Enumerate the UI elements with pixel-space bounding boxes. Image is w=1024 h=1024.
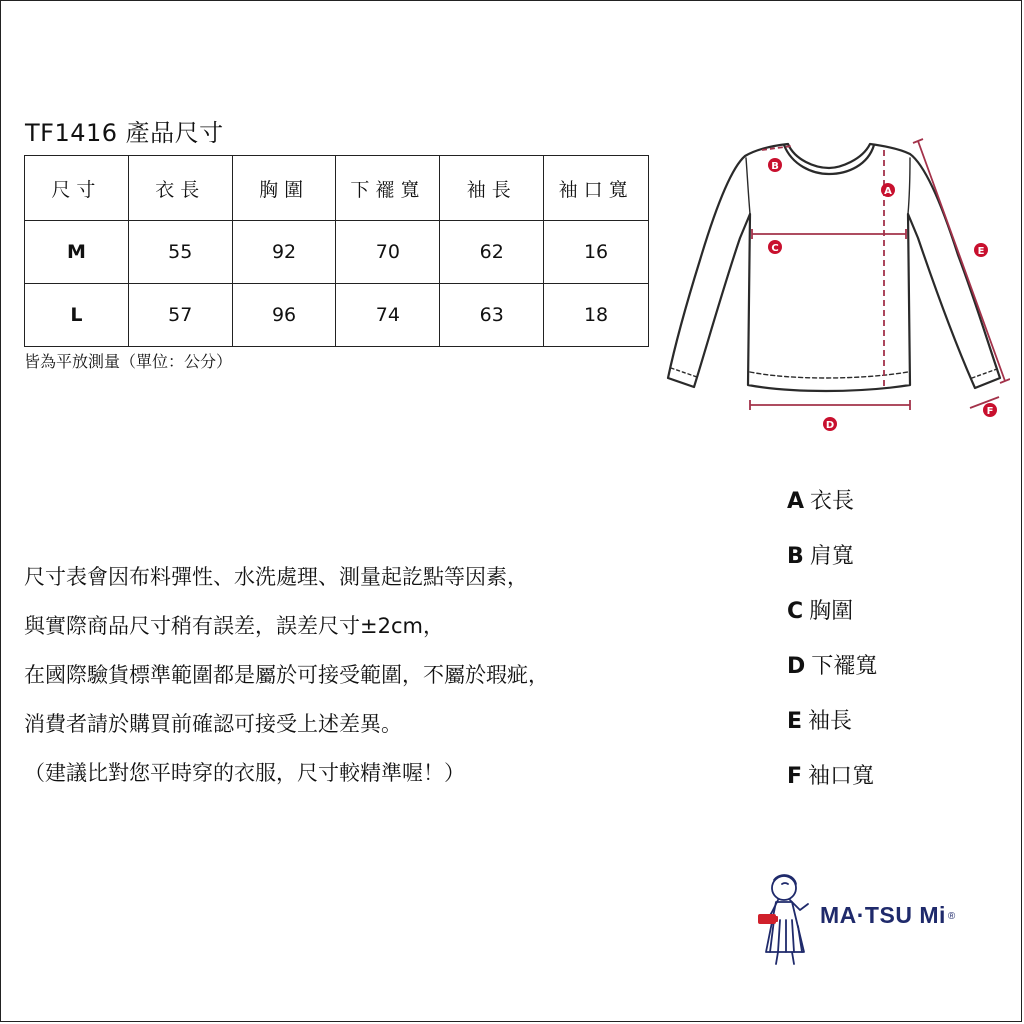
legend-item — [787, 539, 877, 594]
svg-text:F: F — [986, 406, 994, 417]
brand-logo — [820, 902, 956, 929]
svg-text:B: B — [771, 161, 779, 172]
brand-name-text: MA·TSU Mi — [820, 902, 946, 928]
marker-a — [881, 183, 895, 197]
size-table — [24, 155, 649, 347]
marker-f — [983, 403, 997, 417]
header-length: 衣長 — [128, 156, 232, 221]
header-chest: 胸圍 — [232, 156, 336, 221]
table-cell: 70 — [336, 221, 440, 284]
legend-label: 袖口寬 — [808, 764, 875, 789]
legend-key: B — [787, 544, 804, 569]
table-cell: 16 — [544, 221, 649, 284]
header-sleeve-length: 袖長 — [440, 156, 544, 221]
marker-b — [768, 158, 782, 172]
header-hem: 下襬寬 — [336, 156, 440, 221]
marker-c — [768, 240, 782, 254]
legend-key: D — [787, 654, 806, 679]
legend-key: C — [787, 599, 804, 624]
table-cell: 62 — [440, 221, 544, 284]
legend-item — [787, 759, 877, 814]
table-cell: 57 — [128, 284, 232, 347]
legend-label: 下襬寬 — [811, 654, 878, 679]
page-title: TF1416 產品尺寸 — [25, 119, 224, 147]
legend-item — [787, 484, 877, 539]
brand-mascot-icon — [752, 870, 818, 966]
table-cell: 74 — [336, 284, 440, 347]
table-cell: 96 — [232, 284, 336, 347]
header-cuff: 袖口寬 — [544, 156, 649, 221]
marker-e — [974, 243, 988, 257]
svg-text:E: E — [977, 246, 985, 257]
table-row — [25, 221, 649, 284]
row-size-label: M — [25, 221, 129, 284]
garment-diagram — [660, 125, 1010, 435]
table-cell: 18 — [544, 284, 649, 347]
measurement-note: 皆為平放測量（單位：公分） — [24, 352, 233, 371]
legend-key: F — [787, 764, 803, 789]
svg-text:A: A — [884, 186, 892, 197]
disclaimer-line: （建議比對您平時穿的衣服，尺寸較精準喔！） — [24, 761, 465, 785]
marker-d — [823, 417, 837, 431]
table-cell: 92 — [232, 221, 336, 284]
legend-item — [787, 704, 877, 759]
legend-label: 衣長 — [810, 489, 855, 514]
line-e — [918, 141, 1005, 381]
table-cell: 55 — [128, 221, 232, 284]
legend-key: E — [787, 709, 803, 734]
disclaimer-line: 尺寸表會因布料彈性、水洗處理、測量起訖點等因素， — [24, 565, 528, 589]
header-size: 尺寸 — [25, 156, 129, 221]
legend-item — [787, 594, 877, 649]
measure-lines — [750, 139, 1010, 410]
disclaimer-line: 消費者請於購買前確認可接受上述差異。 — [24, 712, 402, 736]
table-cell: 63 — [440, 284, 544, 347]
disclaimer-line: 在國際驗貨標準範圍都是屬於可接受範圍，不屬於瑕疵， — [24, 663, 549, 687]
legend-key: A — [787, 489, 805, 514]
legend-label: 袖長 — [808, 709, 853, 734]
table-row — [25, 284, 649, 347]
legend-item — [787, 649, 877, 704]
disclaimer-line: 與實際商品尺寸稍有誤差，誤差尺寸±2cm， — [24, 614, 444, 638]
row-size-label: L — [25, 284, 129, 347]
svg-text:D: D — [825, 420, 835, 431]
shirt-outline — [668, 144, 1000, 391]
measurement-legend — [787, 484, 877, 814]
table-header-row — [25, 156, 649, 221]
size-disclaimer — [24, 560, 549, 805]
brand-reg-mark: ® — [947, 911, 956, 923]
legend-label: 胸圍 — [809, 599, 854, 624]
svg-text:C: C — [771, 243, 779, 254]
legend-label: 肩寬 — [809, 544, 854, 569]
